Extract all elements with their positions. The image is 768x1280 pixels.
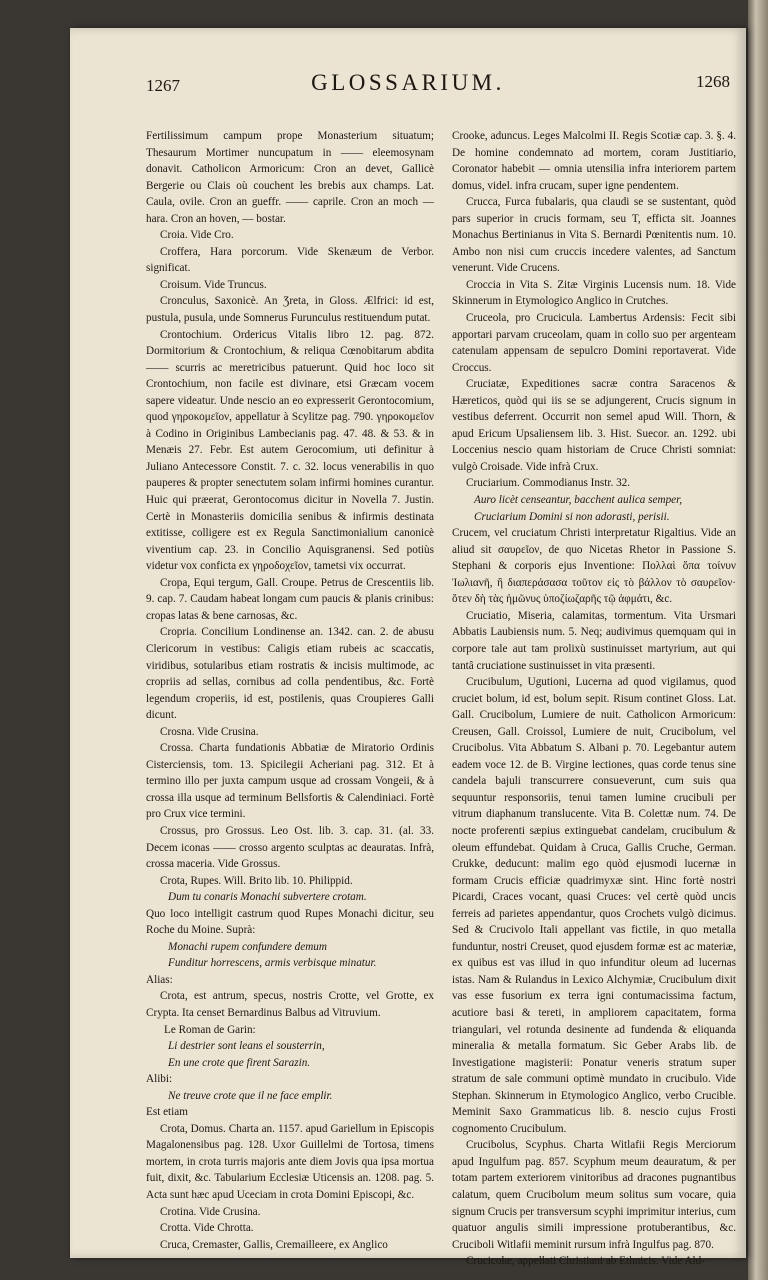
entry-paragraph: Crontochium. Ordericus Vitalis libro 12. pag. 872. Dormitorium & Crontochium, & reliqua Cœnobitarum abdita —— scurris ac meretricibus patuerunt. Quid hoc loco sit Crontochium, non facile est divinare, etsi Græcam vocem sapere videatur. Unde nescio an eo expresserit Gerontocomium, quod γηροκομεῖον, appellatur à Scylitze pag. 790. γηροκομεῖον à Codino in Originibus Lambecianis pag. 47. 48. & 53. & in Menæis 27. Febr. Est autem Gerocomium, uti definitur à Juliano Antecessore Constit. 7. c. 32. locus venerabilis in quo pauperes & propter senectutem solam infirmi homines curantur. Huic qui præerat, Gerontocomus dicitur in Novella 7. Justin. Certè in Monasteriis domicilia senibus & infirmis destinata extitisse, colligere est ex Regula Sanctimonialium canonicè viventium cap. 23. in Concilio Aquisgranensi. Sed potiùs videtur vox conficta ex γηροδοχεῖον, tametsi vix occurrat. [146, 328, 434, 573]
entry-paragraph: Cropa, Equi tergum, Gall. Croupe. Petrus de Crescentiis lib. 9. cap. 7. Caudam habeat longam cum paucis & planis crinibus: cropas latas & bene carnosas, &c. [146, 576, 434, 622]
page-number-right: 1268 [696, 72, 730, 91]
entry-paragraph: Crucem, vel cruciatum Christi interpretatur Rigaltius. Vide an aliud sit σαυρεῖον, de quo Nicetas Rhetor in Passione S. Stephani & corporis ejus Inventione: Πολλαὶ ὅπα τοίνυν Ἰωλιανῆ, ἢ διαπεράσασα τοῦτον εἰς τὸ βάλλον τὸ σαυρεῖον· ὅτεν δὴ τὰς ἡμῶνυς ὑποζίωζαρῆς τῷ ἀφμάτι, &c. [452, 527, 736, 606]
entry-paragraph: Crota, est antrum, specus, nostris Crotte, vel Grotte, ex Crypta. Ita censet Bernardinus Balbus ad Vitruvium. [146, 990, 434, 1019]
entry-paragraph: Cropria. Concilium Londinense an. 1342. can. 2. de abusu Clericorum in vestibus: Caligis etiam rubeis ac scaccatis, viridibus, sotularibus etiam rostratis & incisis multimode, ac cropriis ad sellas, cornibus ad colla pendentibus, &c. Fortè legendum croperiis, id est, postilenis, quas Croupieres Galli dicunt. [146, 626, 434, 722]
entry-paragraph: Crooke, aduncus. Leges Malcolmi II. Regis Scotiæ cap. 3. §. 4. De homine condemnato ad mortem, coram Justitiario, Coronator habebit — omnia utensilia infra interiorem partem domus, videl. infra crucam, super igne pendentem. [452, 130, 736, 192]
verse-line: Funditur horrescens, armis verbisque minatur. [168, 957, 377, 970]
entry-paragraph: Crosna. Vide Crusina. [160, 725, 259, 738]
verse-line: En une crote que firent Sarazin. [168, 1056, 311, 1069]
entry-paragraph: Cruceola, pro Crucicula. Lambertus Ardensis: Fecit sibi apportari parvam cruceolam, quam in collo suo per argenteam catenulam appensam de sepulcro Domini reportaverat. Vide Croccus. [452, 312, 736, 374]
running-title: GLOSSARIUM. [311, 70, 505, 95]
entry-paragraph: Crucca, Furca fubalaris, qua claudi se se sustentant, quòd pars superior in crucis formam, seu T, efficta sit. Joannes Monachus Bertinianus in Vita S. Bernardi Pœnitentis num. 10. Ambo non nisi cum cruccis incedere valentes, ad Sanctum venerunt. Vide Crucens. [452, 196, 736, 275]
page-number-left: 1267 [146, 76, 180, 95]
entry-paragraph: Cruciatio, Miseria, calamitas, tormentum. Vita Ursmari Abbatis Laubiensis num. 5. Neq; audivimus quemquam qui in corpore tale aut tam prolixù sustinuisset martyrium, aut qui tantâ cruciatione sustinuisset in vita præsenti. [452, 609, 736, 672]
entry-paragraph: Fertilissimum campum prope Monasterium situatum; Thesaurum Mortimer nuncupatum in —— eleemosynam donavit. Catholicon Armoricum: Cron an devet, Gallicè Bergerie ou Clais où couchent les brebis aux champs. Lat. Caula, ovile. Cron an gueffr. —— caprile. Cron an moch — hara. Cron an hoven, — bostar. [146, 130, 434, 225]
entry-paragraph: Crucicolæ, appellati Christiani ab Ethnicis. Vide Ald- [466, 1255, 705, 1268]
right-column [452, 128, 736, 1270]
entry-paragraph: Crucibolus, Scyphus. Charta Witlafii Regis Merciorum apud Ingulfum pag. 857. Scyphum meum deauratum, & per totam partem exteriorem vinitoribus ad dracones pugnantibus calatum, quem Crucibolum meum solitus sum vocare, quia signum Crucis per transversum scyphi imprimitur interius, cum quatuor angulis simili impressione protuberantibus, &c. Cruciboli Witlafii meminit rursum infrà Ingulfus pag. 870. [452, 1139, 736, 1251]
entry-paragraph: Cruciatæ, Expeditiones sacræ contra Saracenos & Hæreticos, quòd qui iis se se adjungerent, Crucis signum in vestibus deferrent. Occurrit non semel apud Will. Thorn, & apud Ericum Upsaliensem lib. 3. Hist. Suecor. an. 1292. ubi Loccenius nescio quam historiam de Cruce Christi somniat: vulgò Croisade. Vide infrà Crux. [452, 378, 736, 473]
entry-paragraph: Cruca, Cremaster, Gallis, Cremailleere, ex Anglico [160, 1238, 388, 1251]
entry-paragraph: Croisum. Vide Truncus. [160, 278, 267, 291]
entry-paragraph: Croccia in Vita S. Zitæ Virginis Lucensis num. 18. Vide Skinnerum in Etymologico Anglico in Crutches. [452, 278, 736, 308]
verse-line: Li destrier sont leans el sousterrin, [168, 1040, 325, 1053]
entry-paragraph: Croia. Vide Cro. [160, 229, 234, 242]
verse-line: Dum tu conaris Monachi subvertere crotam. [168, 891, 367, 904]
text-line: Quo loco intelligit castrum quod Rupes Monachi dicitur, seu Roche du Moine. Suprà: [146, 907, 434, 937]
text-line: Alias: [146, 973, 173, 986]
entry-paragraph: Crota, Domus. Charta an. 1157. apud Gariellum in Episcopis Magalonensibus pag. 128. Uxor Guillelmi de Tortosa, timens mortem, in crota turris majoris ante diem Jovis qua ipsa mortua fuit, dixit, &c. Tabularium Ecclesiæ Uticensis an. 1208. pag. 5. Acta sunt hæc apud Uceciam in crota Domini Episcopi, &c. [146, 1122, 434, 1201]
entry-paragraph: Crotina. Vide Crusina. [160, 1205, 261, 1218]
entry-paragraph: Crotta. Vide Chrotta. [160, 1222, 254, 1235]
entry-paragraph: Cruciarium. Commodianus Instr. 32. [466, 477, 631, 490]
entry-paragraph: Croffera, Hara porcorum. Vide Skenæum de Verbor. significat. [146, 245, 434, 275]
facing-page-edge [748, 0, 768, 1280]
entry-paragraph: Crossus, pro Grossus. Leo Ost. lib. 3. cap. 31. (al. 33. Decem iconas —— crosso argento sculptas ac deauratas. Infrà, crossa maceria. Vide Grossus. [146, 824, 434, 871]
verse-line: Cruciarium Domini si non adorasti, perisii. [474, 510, 670, 523]
entry-paragraph: Crossa. Charta fundationis Abbatiæ de Miratorio Ordinis Cisterciensis, tom. 13. Spicilegii Acheriani pag. 312. Et à termino illo per juxta campum usque ad crossam Vongeii, & à crossa illa usque ad terminum Bellsfortis & Calendiniaci. Fortè pro Crux vice termini. [146, 742, 434, 821]
left-column [146, 128, 434, 1253]
book-page [70, 28, 746, 1268]
verse-line: Monachi rupem confundere demum [168, 940, 327, 953]
entry-paragraph: Crucibulum, Ugutioni, Lucerna ad quod vigilamus, quod cruciet bolum, id est, bolum sepit. Risum continet Gloss. Lat. Gall. Crucibolum, Lumiere de nuit. Catholicon Armoricum: Creusen, Gall. Croissol, Lumiere de nuit, Crucibolum, vel Crucibolus. Vita Abbatum S. Albani p. 70. Legebantur autem eadem voce 12. de B. Virgine lectiones, quas corde tenus sine candela bajuli transcurrere consueverunt, cum suis qua sequuntur responsoriis, tenui tamen lumine crucibuli per vitrum diaphanum translucente. Vita B. Colettæ num. 74. De nocte proferenti sæpius extinguebat candelam, crucibulum & oleum effundebat. Quidam à Cruca, Gallis Cruche, German. Crukke, deducunt: malim ego quòd ejusmodi lucernæ in formam Crucis efficiæ quadrimyxæ sint. Hinc fortè nostri Picardi, Craces vocant, quasi Cruces: vel certè quòd uncis ferreis ad parietes appendantur, quos Crochets vulgò dicimus. Sed & Crucivolo Itali appellant vas fictile, in quo metalla funduntur, nostri Creuset, quod ejusdem formæ est ac materiæ, ex quibus est vas illud in quo infunditur oleum ad lucernas istas. Nam & Rulandus in Lexico Alchymiæ, Crucibulum dixit vas esse fusorium ex terra igni contumacissima factum, acutiore basi & tereti, in ampliorem capacitatem, forma triangulari, vel rotunda desinente ad fundenda & eliquanda mineralia & metalla formatum. Sic Geber Arabs lib. de Investigatione magisterii: Ponatur veneris stratum super stratum de sale communi optimè mundato in crucibulo. Vide Stephan. Skinnerum in Etymologico Anglico, verbo Crucible. Meminit Saxo Grammaticus lib. 8. nescio cujus Frosti cognomento Crucibulum. [452, 676, 736, 1135]
text-line: Alibi: [146, 1073, 173, 1086]
verse-line: Le Roman de Garin: [164, 1023, 256, 1036]
entry-paragraph: Crota, Rupes. Will. Brito lib. 10. Philippid. [160, 874, 353, 887]
verse-line: Auro licèt censeantur, bacchent aulica semper, [474, 494, 683, 507]
text-line: Est etiam [146, 1106, 188, 1119]
entry-paragraph: Cronculus, Saxonicè. An Ʒreta, in Gloss. Ælfrici: id est, pustula, pusula, unde Somnerus Furunculus restituendum putat. [146, 295, 434, 325]
verse-line: Ne treuve crote que il ne face emplir. [168, 1089, 333, 1102]
